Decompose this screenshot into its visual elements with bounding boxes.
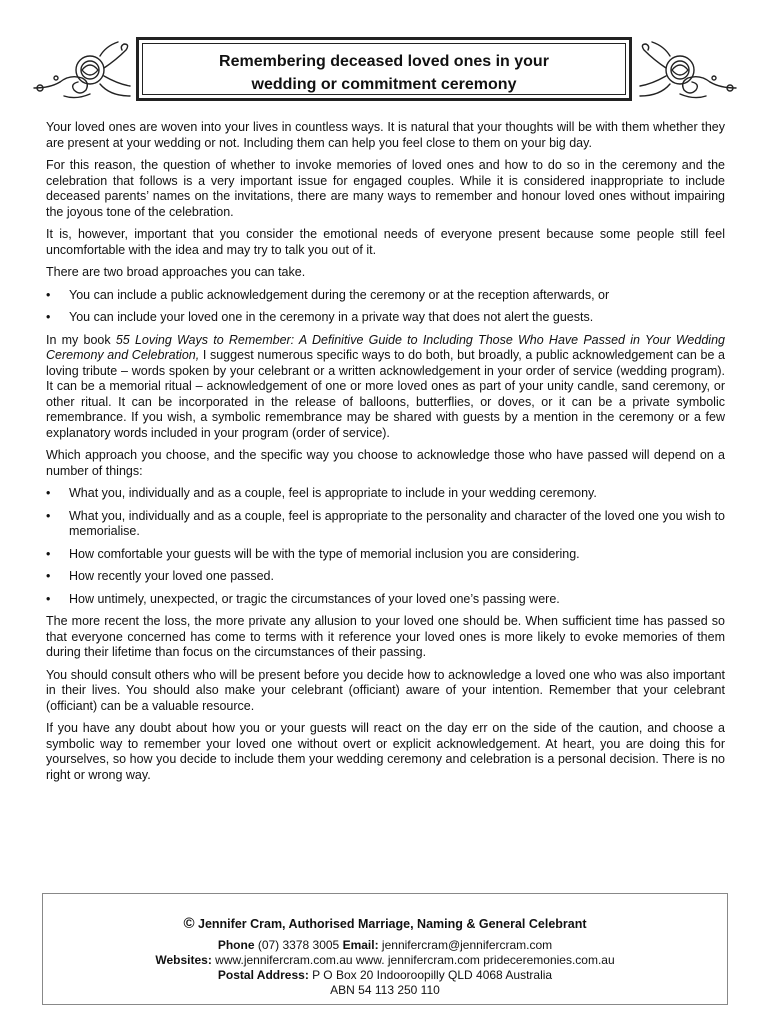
paragraph-approaches-intro: There are two broad approaches you can take. — [46, 265, 306, 279]
approaches-list — [46, 288, 725, 326]
email-label: Email: — [342, 938, 379, 952]
book-intro-text: In my book — [46, 332, 116, 347]
page-title — [139, 50, 629, 96]
postal-label: Postal Address: — [217, 968, 309, 982]
scroll-ornament-left-icon — [30, 38, 134, 106]
title-frame — [136, 37, 632, 101]
websites-value: www.jennifercram.com.au www. jennifercram.com prideceremonies.com.au — [211, 953, 615, 967]
phone-label: Phone — [217, 938, 255, 952]
postal-value: P O Box 20 Indooroopilly QLD 4068 Australia — [308, 968, 553, 982]
abn-line: ABN 54 113 250 110 — [330, 983, 440, 997]
websites-line — [43, 953, 727, 968]
book-title: 55 Loving Ways to Remember: A Definitive Guide to Including Those Who Have Passed in Your Wedding Ceremony and Celebration, — [46, 332, 725, 362]
paragraph-emotional-needs: It is, however, important that you consider the emotional needs of everyone present because some people still feel uncomfortable with the idea and may try to talk you out of it. — [46, 227, 725, 257]
list-item: • How untimely, unexpected, or tragic the circumstances of your loved one’s passing were. — [46, 592, 725, 608]
email-value: jennifercram@jennifercram.com — [378, 938, 553, 952]
postal-line — [43, 968, 727, 983]
list-item: • What you, individually and as a couple, feel is appropriate to the personality and character of the loved one you wish to memorialise. — [46, 509, 725, 540]
paragraph-intro: Your loved ones are woven into your lives in countless ways. It is natural that your thoughts will be with them whether they are present at your wedding or not. Including them can help you feel close to them on your big day. — [46, 120, 725, 150]
phone-value: (07) 3378 3005 — [254, 938, 343, 952]
paragraph-consult-others: You should consult others who will be present before you decide how to acknowledge a loved one who was also important in their lives. You should also make your celebrant (officiant) aware of your intention. Remember that your celebrant (officiant) can be a valuable resource. — [46, 667, 725, 713]
list-item: • How recently your loved one passed. — [46, 569, 725, 585]
phone-email-line — [43, 938, 727, 953]
list-item: • You can include a public acknowledgement during the ceremony or at the reception afterwards, or — [46, 288, 725, 304]
list-item: • You can include your loved one in the ceremony in a private way that does not alert the guests. — [46, 310, 725, 326]
paragraph-reason: For this reason, the question of whether to invoke memories of loved ones and how to do so in the ceremony and the celebration that follows is a very important issue for engaged couples. While it is considered inappropriate to include deceased parents’ names on the invitations, there are many ways to remember and honour loved ones without impairing the joyous tone of the celebration. — [46, 158, 725, 219]
paragraph-book — [46, 333, 725, 442]
list-item: • What you, individually and as a couple, feel is appropriate to include in your wedding ceremony. — [46, 486, 725, 502]
scroll-ornament-right-icon — [636, 38, 740, 106]
copyright-text: Jennifer Cram, Authorised Marriage, Naming & General Celebrant — [194, 917, 587, 931]
contact-footer — [42, 893, 728, 1005]
copyright-line — [43, 916, 727, 932]
paragraph-doubt: If you have any doubt about how you or your guests will react on the day err on the side of the caution, and choose a symbolic way to remember your loved one without overt or explicit acknowledgement. At heart, you are doing this for yourselves, so how you decide to include them your wedding ceremony and celebration is a personal decision. There is no right or wrong way. — [46, 721, 725, 782]
paragraph-factors-intro: Which approach you choose, and the specific way you choose to acknowledge those who have passed will depend on a number of things: — [46, 448, 725, 478]
article-body — [46, 120, 725, 790]
websites-label: Websites: — [155, 953, 212, 967]
list-item: • How comfortable your guests will be with the type of memorial inclusion you are considering. — [46, 547, 725, 563]
title-line-2: wedding or commitment ceremony — [251, 76, 517, 93]
copyright-icon: © — [183, 915, 195, 932]
factors-list — [46, 486, 725, 607]
title-line-1: Remembering deceased loved ones in your — [219, 53, 549, 70]
book-rest-text: I suggest numerous specific ways to do both, but broadly, a public acknowledgement can be a loving tribute – words spoken by your celebrant or a written acknowledgement in your order of service (wedding program). It can be a memorial ritual – acknowledgement of one or more loved ones as part of your unity candle, sand ceremony, or other ritual. It can be incorporated in the release of balloons, butterflies, or doves, or it can be a private symbolic remembrance. If you wish, a symbolic remembrance may be shared with guests by a mention in the ceremony or a few explanatory words included in your program (order of service). — [46, 348, 725, 440]
paragraph-recent-loss: The more recent the loss, the more private any allusion to your loved one should be. When sufficient time has passed so that everyone concerned has come to terms with it reference your loved ones is more likely to evoke memories of them during their lifetime than focus on the circumstances of their passing. — [46, 614, 725, 659]
